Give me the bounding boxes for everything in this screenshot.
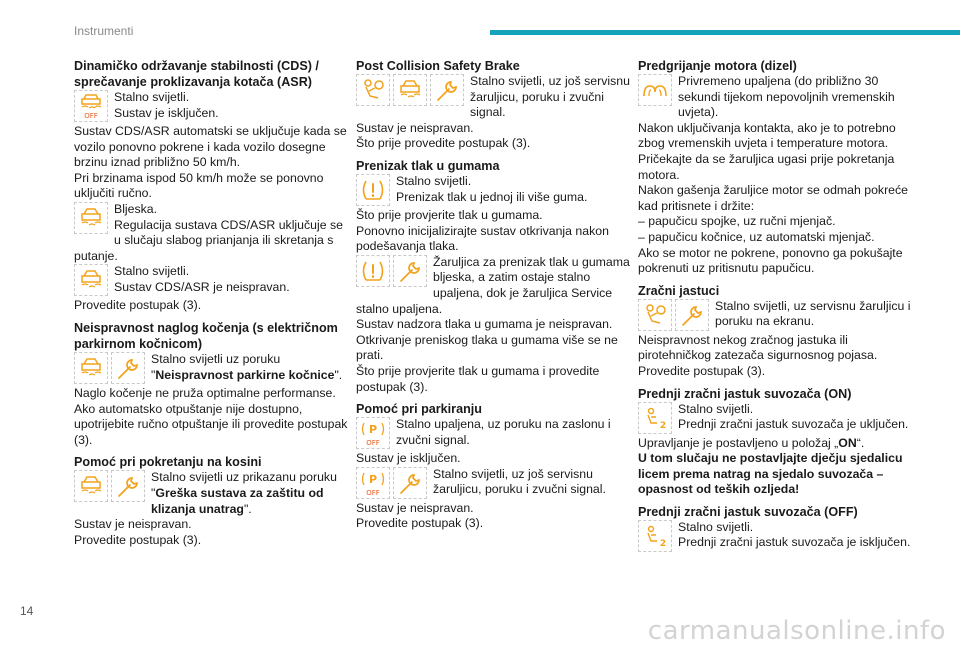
park-text: Stalno upaljena, uz poruku na zaslonu i zvučni signal. <box>396 417 611 447</box>
airbag-on-heading: Prednji zračni jastuk suvozača (ON) <box>638 386 852 401</box>
park-fault-block <box>356 467 632 501</box>
cds-text: Sustav CDS/ASR automatski se uključuje kada se vozilo ponovno pokrene i kada vozilo dosegne brzinu iznad približno 50 km/h. <box>74 124 347 170</box>
pcsb-block <box>356 74 632 121</box>
column-2 <box>356 58 632 532</box>
airbag-heading: Zračni jastuci <box>638 283 720 298</box>
preheat-text: Nakon uključivanja kontakta, ako je to potrebno zbog vremenskih uvjeta i temperature motora. Pričekajte da se žaruljica ugasi prije pokretanja motora. <box>638 120 896 182</box>
park-text: Sustav je neispravan. <box>356 500 474 515</box>
tyre-fault-block <box>356 255 632 317</box>
cds-meaning-text: Sustav CDS/ASR je neispravan. <box>114 279 290 294</box>
brake-heading: Neispravnost naglog kočenja (s električnom parkirnom kočnicom) <box>74 320 338 351</box>
preheat-text: Privremeno upaljena (do približno 30 sekundi tijekom nepovoljnih vremenskih uvjeta). <box>678 74 895 120</box>
airbag-block <box>638 299 914 333</box>
skid-warning-icon <box>393 74 427 106</box>
tyre-pressure-icon <box>356 174 390 206</box>
airbag-on-warning: U tom slučaju ne postavljajte dječju sjedalicu licem prema natrag na sjedalo suvozača – opasnost od teških ozljeda! <box>638 451 903 497</box>
preheat-text: Ako se motor ne pokrene, ponovno ga pokušajte pokrenuti uz pritisnutu papučicu. <box>638 245 903 276</box>
park-text: Stalno svijetli, uz još servisnu žaruljicu, poruku i zvučni signal. <box>433 466 606 497</box>
preheat-text: Nakon gašenja žaruljice motor se odmah pokreće kad pritisnete i držite: <box>638 183 908 213</box>
airbag-off-text: Prednji zračni jastuk suvozača je isključen. <box>678 535 911 550</box>
airbag-on-text: Prednji zračni jastuk suvozača je uključen. <box>678 417 909 432</box>
skid-off-warning-icon <box>74 90 108 122</box>
skid-warning-icon <box>74 352 108 384</box>
preheat-list-item: – papučicu kočnice, uz automatski mjenjač. <box>638 229 875 244</box>
cds-flash-block <box>74 202 350 264</box>
header-section-title: Instrumenti <box>74 24 134 38</box>
tyre-block <box>356 174 632 208</box>
cds-meaning-text: Sustav je isključen. <box>114 105 219 120</box>
column-1 <box>74 58 350 548</box>
skid-warning-icon <box>74 264 108 296</box>
cds-state-text: Bljeska. <box>114 201 158 216</box>
skid-warning-icon <box>74 202 108 234</box>
tyre-text: Otkrivanje preniskog tlaka u gumama više se ne prati. <box>356 332 618 363</box>
park-heading: Pomoć pri parkiranju <box>356 402 482 417</box>
parking-off-icon <box>356 417 390 449</box>
airbag-off-block <box>638 520 914 554</box>
glow-plug-icon <box>638 74 672 106</box>
wrench-icon <box>393 467 427 499</box>
tyre-text: Što prije provjerite tlak u gumama. <box>356 207 543 222</box>
airbag-text: Stalno svijetli, uz servisnu žaruljicu i poruku na ekranu. <box>715 298 911 329</box>
cds-text: Pri brzinama ispod 50 km/h može se ponovno uključiti ručno. <box>74 170 324 201</box>
brake-message: Stalno svijetli uz poruku "Neispravnost parkirne kočnice". <box>151 351 343 382</box>
tyre-text: Ponovno inicijalizirajte sustav otkrivanja nakon podešavanja tlaka. <box>356 223 609 254</box>
hill-text: Provedite postupak (3). <box>74 532 202 547</box>
wrench-icon <box>393 255 427 287</box>
header-accent-bar <box>490 30 960 35</box>
column-3 <box>638 58 914 554</box>
tyre-text: Stalno svijetli. <box>396 173 472 188</box>
hill-text: Sustav je neispravan. <box>74 517 192 532</box>
park-text: Sustav je isključen. <box>356 451 461 466</box>
tyre-pressure-icon <box>356 255 390 287</box>
cds-state-text: Stalno svijetli. <box>114 264 190 279</box>
cds-heading: Dinamičko održavanje stabilnosti (CDS) / sprečavanje proklizavanja kotača (ASR) <box>74 59 319 89</box>
tyre-text: Sustav nadzora tlaka u gumama je neispravan. <box>356 317 613 332</box>
tyre-text: Žaruljica za prenizak tlak u gumama bljeska, a zatim ostaje stalno upaljena, dok je žaruljica Service stalno upaljena. <box>356 254 630 316</box>
cds-fault-block <box>74 264 350 298</box>
airbag-icon <box>356 74 390 106</box>
airbag-on-text: Stalno svijetli. <box>678 401 754 416</box>
cds-on-block <box>74 90 350 124</box>
pcsb-text: Što prije provedite postupak (3). <box>356 136 531 151</box>
tyre-text: Što prije provjerite tlak u gumama i provedite postupak (3). <box>356 363 600 394</box>
parking-off-icon <box>356 467 390 499</box>
tyre-heading: Prenizak tlak u gumama <box>356 158 500 173</box>
pcsb-text: Sustav je neispravan. <box>356 120 474 135</box>
skid-warning-icon <box>74 470 108 502</box>
watermark: carmanualsonline.info <box>647 616 946 646</box>
pcsb-heading: Post Collision Safety Brake <box>356 59 520 73</box>
preheat-block <box>638 74 914 121</box>
passenger-airbag-off-icon <box>638 520 672 552</box>
page-number: 14 <box>20 604 34 618</box>
wrench-icon <box>111 352 145 384</box>
cds-meaning-text: Regulacija sustava CDS/ASR uključuje se u slučaju slabog prianjanja ili skretanja s putanje. <box>74 217 343 263</box>
passenger-airbag-on-icon <box>638 402 672 434</box>
airbag-on-position: Upravljanje je postavljeno u položaj „ON“. <box>638 435 865 450</box>
tyre-text: Prenizak tlak u jednoj ili više guma. <box>396 189 588 204</box>
park-text: Provedite postupak (3). <box>356 516 484 531</box>
brake-block <box>74 352 350 386</box>
brake-text: Ako automatsko otpuštanje nije dostupno, upotrijebite ručno otpuštanje ili provedite postupak (3). <box>74 401 348 447</box>
airbag-on-block <box>638 402 914 436</box>
brake-text: Naglo kočenje ne pruža optimalne performanse. <box>74 385 336 400</box>
park-block <box>356 417 632 451</box>
airbag-icon <box>638 299 672 331</box>
hill-block <box>74 470 350 517</box>
pcsb-text: Stalno svijetli, uz još servisnu žaruljicu, poruku i zvučni signal. <box>470 74 630 120</box>
wrench-icon <box>111 470 145 502</box>
airbag-off-heading: Prednji zračni jastuk suvozača (OFF) <box>638 504 858 519</box>
hill-heading: Pomoć pri pokretanju na kosini <box>74 455 262 470</box>
cds-text: Provedite postupak (3). <box>74 298 202 313</box>
cds-state-text: Stalno svijetli. <box>114 90 190 104</box>
wrench-icon <box>430 74 464 106</box>
wrench-icon <box>675 299 709 331</box>
airbag-text: Neispravnost nekog zračnog jastuka ili pirotehničkog zatezača sigurnosnog pojasa. <box>638 332 878 363</box>
preheat-heading: Predgrijanje motora (dizel) <box>638 59 797 73</box>
preheat-list-item: – papučicu spojke, uz ručni mjenjač. <box>638 214 836 229</box>
airbag-text: Provedite postupak (3). <box>638 363 766 378</box>
airbag-off-text: Stalno svijetli. <box>678 519 754 534</box>
hill-message: Stalno svijetli uz prikazanu poruku "Greška sustava za zaštitu od klizanja unatrag". <box>151 470 337 516</box>
